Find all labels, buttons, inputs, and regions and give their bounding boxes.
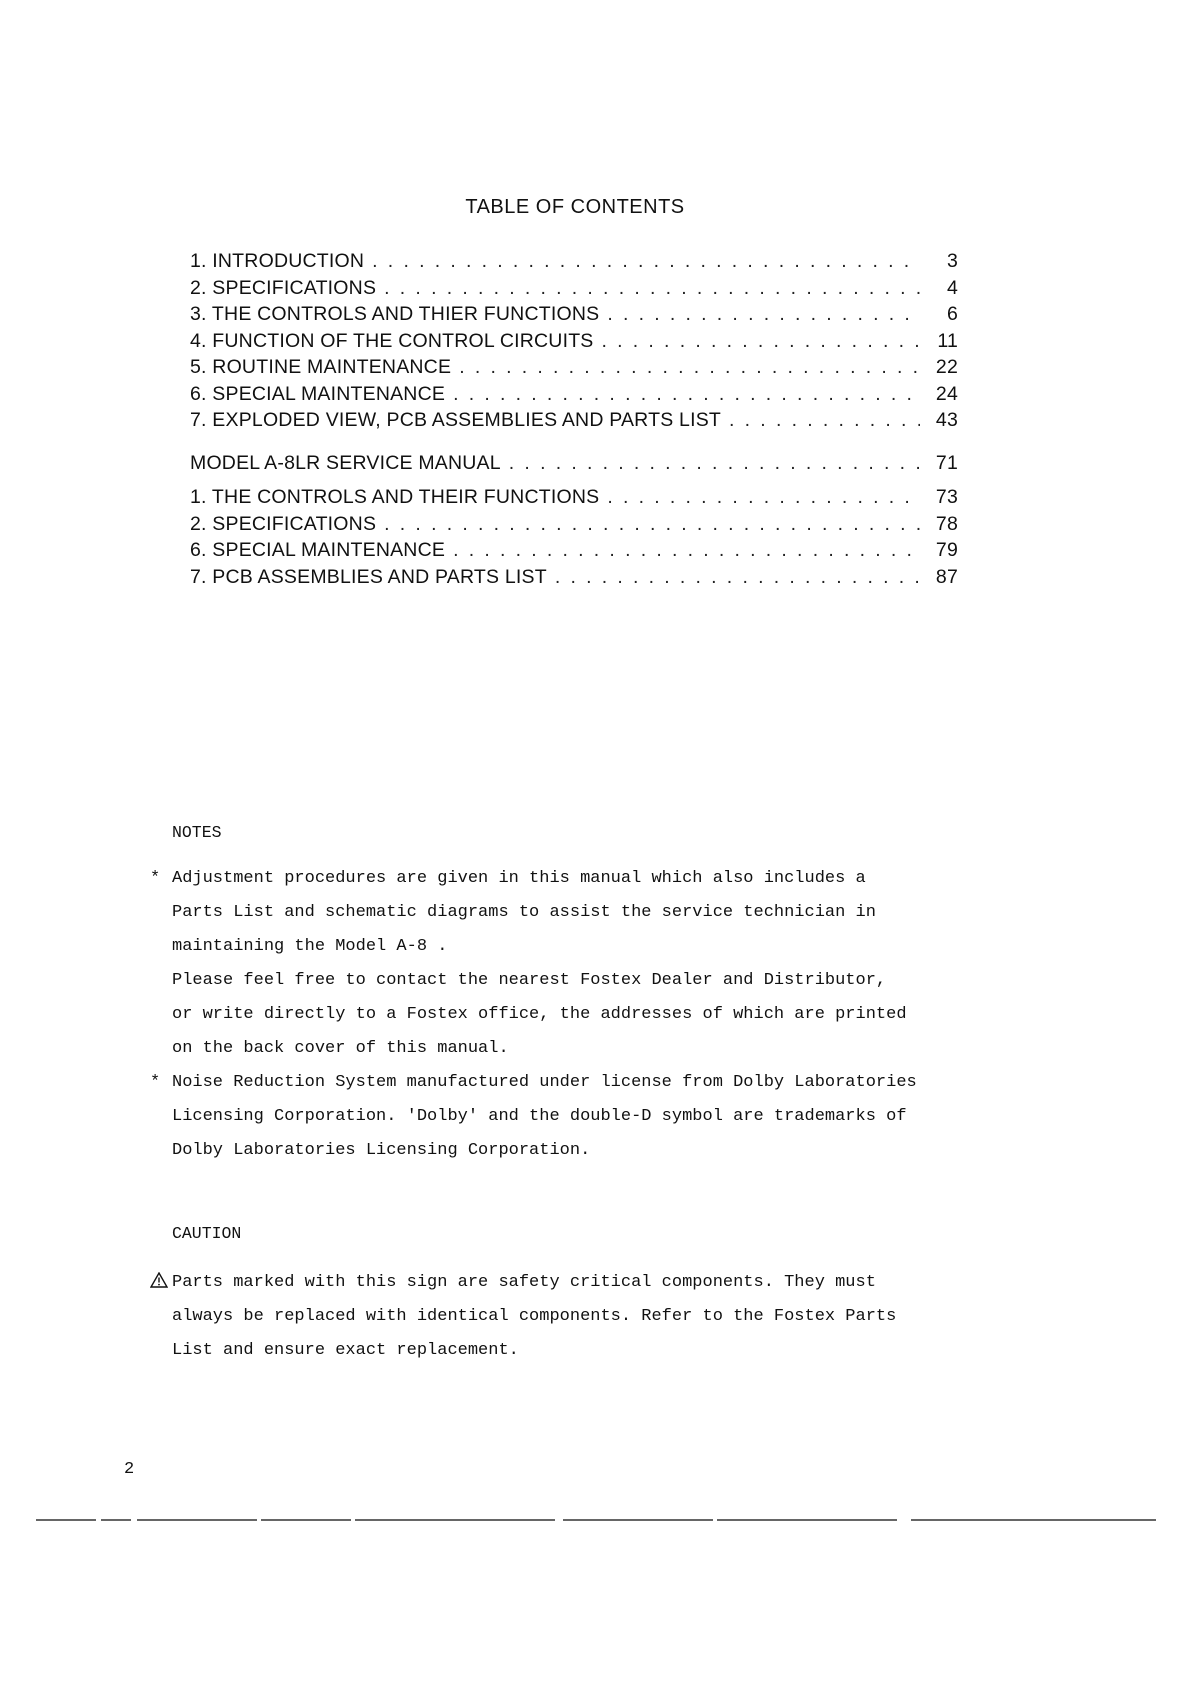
toc-entry-page: 22	[935, 356, 958, 378]
toc-leader	[384, 513, 920, 536]
footer-rule	[36, 1519, 1156, 1521]
toc-entry-label: 1. INTRODUCTION	[190, 250, 365, 272]
toc-entry-page: 71	[935, 452, 958, 474]
toc-entry[interactable]	[190, 303, 958, 330]
toc-entry[interactable]	[190, 277, 958, 304]
toc-entry-label: 7. EXPLODED VIEW, PCB ASSEMBLIES AND PARTS LIST	[190, 409, 722, 431]
toc-entry[interactable]	[190, 409, 958, 436]
toc-entry-label: 3. THE CONTROLS AND THIER FUNCTIONS	[190, 303, 600, 325]
toc-entry-label: 2. SPECIFICATIONS	[190, 512, 377, 535]
toc-leader	[453, 539, 920, 562]
text-line: or write directly to a Fostex office, the addresses of which are printed	[172, 1005, 907, 1024]
toc-entry[interactable]	[190, 383, 958, 410]
text-line: Licensing Corporation. 'Dolby' and the double-D symbol are trademarks of	[172, 1107, 907, 1126]
page-number: 2	[124, 1460, 135, 1479]
toc-entry-label: MODEL A-8LR SERVICE MANUAL	[190, 452, 501, 474]
toc-a8lr-list	[190, 486, 958, 592]
toc-entry[interactable]	[190, 356, 958, 383]
toc-entry-label: 6. SPECIAL MAINTENANCE	[190, 382, 446, 405]
toc-entry[interactable]	[190, 513, 958, 540]
toc-leader	[602, 330, 920, 353]
note-bullet: *	[150, 1073, 161, 1092]
text-line: Parts List and schematic diagrams to assist the service technician in	[172, 903, 876, 922]
toc-entry-page: 43	[935, 409, 958, 431]
toc-entry-label: 1. THE CONTROLS AND THEIR FUNCTIONS	[190, 486, 600, 508]
toc-entry-page: 3	[946, 250, 958, 272]
toc-entry-label: 7. PCB ASSEMBLIES AND PARTS LIST	[190, 565, 547, 588]
toc-entry[interactable]	[190, 486, 958, 513]
text-line: always be replaced with identical components. Refer to the Fostex Parts	[172, 1307, 897, 1326]
toc-entry-page: 87	[935, 565, 958, 588]
caution-body-text	[172, 1266, 1030, 1368]
toc-entry-page: 24	[935, 382, 958, 405]
text-line: Noise Reduction System manufactured under license from Dolby Laboratories	[172, 1073, 917, 1092]
toc-entry-page: 79	[935, 539, 958, 561]
toc-list	[190, 250, 958, 436]
toc-title: TABLE OF CONTENTS	[465, 196, 685, 218]
notes-heading: NOTES	[172, 823, 222, 842]
text-line: Please feel free to contact the nearest Fostex Dealer and Distributor,	[172, 971, 887, 990]
text-line: Dolby Laboratories Licensing Corporation.	[172, 1141, 591, 1160]
toc-entry-label: 2. SPECIFICATIONS	[190, 276, 377, 299]
toc-leader	[509, 452, 920, 475]
note-item	[150, 862, 1030, 1066]
caution-heading: CAUTION	[172, 1224, 242, 1243]
note-item	[150, 1066, 1030, 1168]
toc-entry[interactable]	[190, 330, 958, 357]
text-line: maintaining the Model A-8 .	[172, 937, 448, 956]
toc-entry[interactable]	[190, 452, 958, 479]
note-body	[172, 1066, 1030, 1168]
note-body	[172, 862, 1030, 1066]
toc-entry-page: 11	[937, 329, 958, 352]
toc-entry-label: 4. FUNCTION OF THE CONTROL CIRCUITS	[190, 329, 594, 352]
toc-leader	[453, 383, 920, 406]
text-line: List and ensure exact replacement.	[172, 1341, 519, 1360]
toc-entry-page: 4	[946, 276, 958, 299]
toc-a8lr-heading	[190, 452, 958, 479]
toc-leader	[555, 566, 920, 589]
toc-leader	[372, 250, 920, 273]
text-line: Parts marked with this sign are safety critical components. They must	[172, 1273, 876, 1292]
toc-entry-page: 78	[935, 512, 958, 535]
note-bullet: *	[150, 869, 161, 888]
toc-entry[interactable]	[190, 566, 958, 593]
toc-leader	[607, 303, 920, 326]
toc-leader	[459, 356, 920, 379]
toc-entry-label: 5. ROUTINE MAINTENANCE	[190, 356, 452, 378]
text-line: Adjustment procedures are given in this manual which also includes a	[172, 869, 866, 888]
toc-leader	[384, 277, 920, 300]
text-line: on the back cover of this manual.	[172, 1039, 509, 1058]
toc-entry[interactable]	[190, 250, 958, 277]
toc-entry-page: 73	[935, 486, 958, 508]
warning-triangle-icon	[150, 1266, 172, 1300]
caution-item	[150, 1266, 1030, 1368]
toc-entry-label: 6. SPECIAL MAINTENANCE	[190, 539, 446, 561]
toc-leader	[607, 486, 920, 509]
toc-leader	[729, 409, 920, 432]
toc-entry-page: 6	[946, 303, 958, 325]
toc-entry[interactable]	[190, 539, 958, 566]
